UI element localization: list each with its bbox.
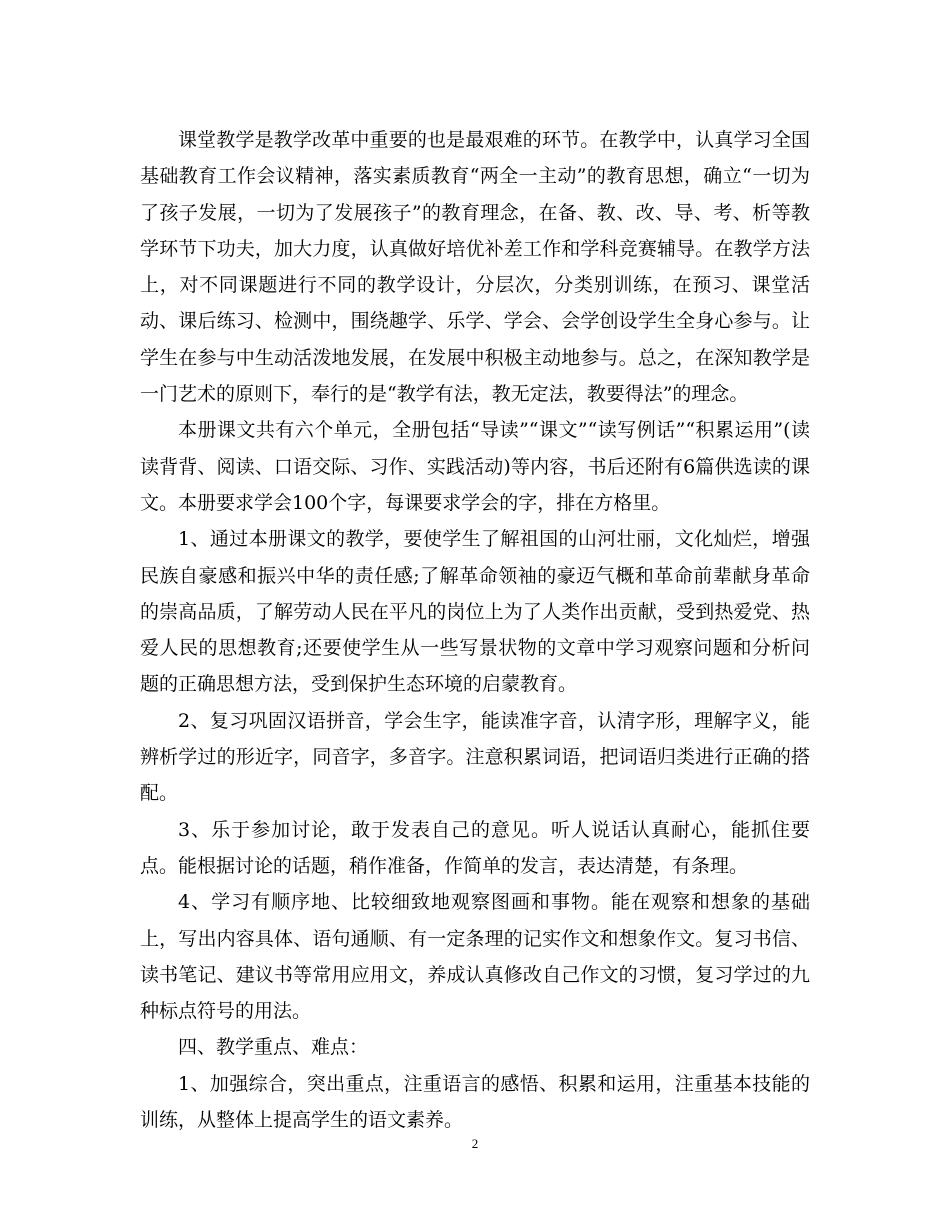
- paragraph-goal-4: 4、学习有顺序地、比较细致地观察图画和事物。能在观察和想象的基础上，写出内容具体、语句通顺、有一定条理的记实作文和想象作文。复习书信、读书笔记、建议书等常用应用文，养成认真修改自己作文的习惯，复习学过的九种标点符号的用法。: [140, 891, 810, 1023]
- paragraph-goal-1: 1、通过本册课文的教学，要使学生了解祖国的山河壮丽，文化灿烂，增强民族自豪感和振兴中华的责任感;了解革命领袖的豪迈气概和革命前辈献身革命的崇高品质，了解劳动人民在平凡的岗位上为了人类作出贡献，受到热爱党、热爱人民的思想教育;还要使学生从一些写景状物的文章中学习观察问题和分析问题的正确思想方法，受到保护生态环境的启蒙教育。: [140, 528, 810, 696]
- paragraph-classroom-teaching: 课堂教学是教学改革中重要的也是最艰难的环节。在教学中，认真学习全国基础教育工作会议精神，落实素质教育“两全一主动”的教育思想，确立“一切为了孩子发展，一切为了发展孩子”的教育理念，在备、教、改、导、考、析等教学环节下功夫，加大力度，认真做好培优补差工作和学科竞赛辅导。在教学方法上，对不同课题进行不同的教学设计，分层次，分类别训练，在预习、课堂活动、课后练习、检测中，围绕趣学、乐学、学会、会学创设学生全身心参与。让学生在参与中生动活泼地发展，在发展中积极主动地参与。总之，在深知教学是一门艺术的原则下，奉行的是“教学有法，教无定法，教要得法”的理念。: [140, 129, 810, 406]
- document-body: [140, 122, 810, 1138]
- page-number: 2: [471, 1136, 479, 1151]
- paragraph-goal-3: 3、乐于参加讨论，敢于发表自己的意见。听人说话认真耐心，能抓住要点。能根据讨论的话题，稍作准备，作简单的发言，表达清楚，有条理。: [140, 818, 810, 877]
- paragraph-book-overview: 本册课文共有六个单元，全册包括“导读”“课文”“读写例话”“积累运用”(读读背背、阅读、口语交际、习作、实践活动)等内容，书后还附有6篇供选读的课文。本册要求学会100个字，每课要求学会的字，排在方格里。: [140, 419, 810, 514]
- paragraph-key-point-1: 1、加强综合，突出重点，注重语言的感悟、积累和运用，注重基本技能的训练，从整体上提高学生的语文素养。: [140, 1072, 810, 1132]
- paragraph-goal-2: 2、复习巩固汉语拼音，学会生字，能读准字音，认清字形，理解字义，能辨析学过的形近字，同音字，多音字。注意积累词语，把词语归类进行正确的搭配。: [140, 709, 810, 805]
- section-heading-key-points: 四、教学重点、难点：: [178, 1036, 369, 1059]
